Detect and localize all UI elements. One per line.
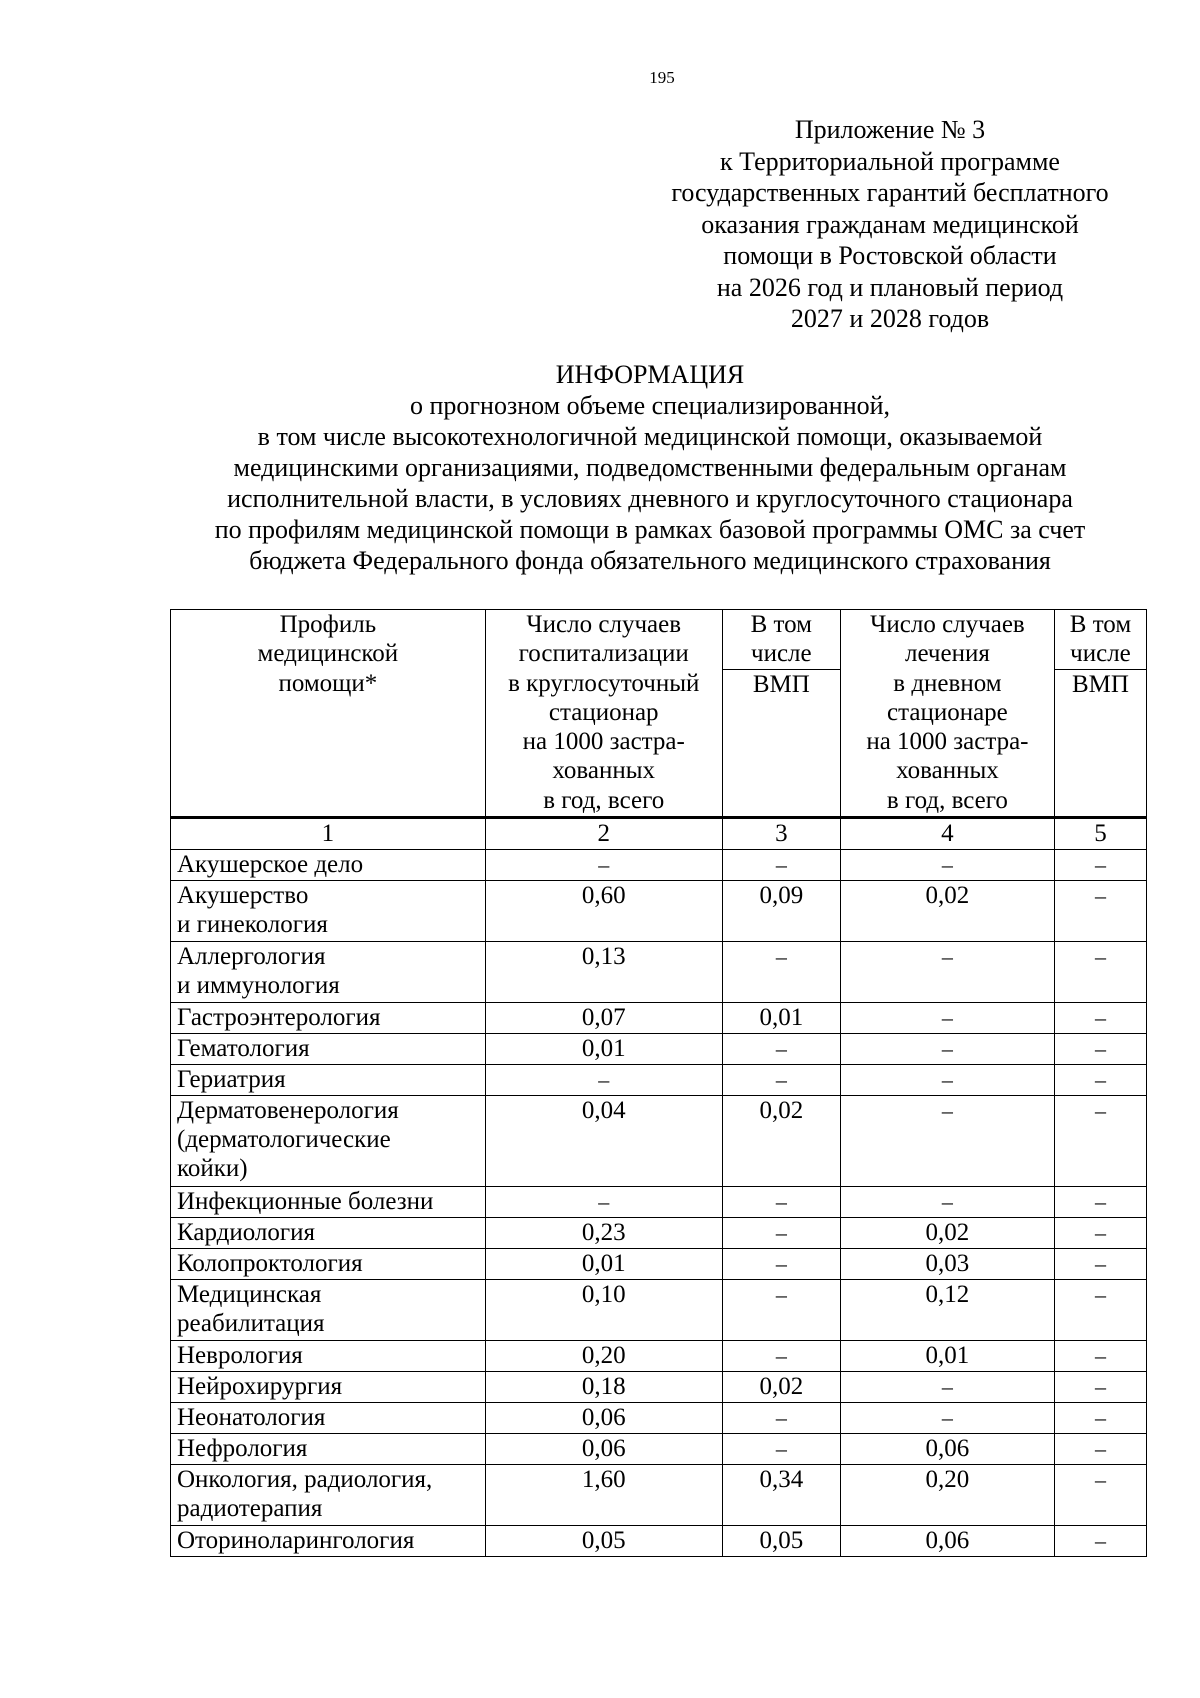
appendix-block	[648, 114, 1132, 335]
hospital-cases-cell: –	[485, 850, 722, 881]
table-row	[171, 1403, 1147, 1434]
profile-cell	[171, 1187, 486, 1218]
profile-line: Неонатология	[177, 1404, 326, 1431]
profile-line: Неврология	[177, 1342, 303, 1369]
profile-line: реабилитация	[177, 1310, 325, 1337]
hospital-cases-cell: 0,20	[485, 1341, 722, 1372]
page-number: 195	[649, 68, 675, 87]
title-line: по профилям медицинской помощи в рамках базовой программы ОМС за счет	[214, 515, 1086, 544]
profile-cell	[171, 1403, 486, 1434]
header-line: Профиль	[279, 611, 377, 638]
profile-cell	[171, 1034, 486, 1065]
header-line: в год, всего	[886, 786, 1008, 814]
day-vmp-cell: –	[1054, 1003, 1146, 1034]
appendix-line: на 2026 год и плановый период	[716, 272, 1064, 302]
profile-line: Нейрохирургия	[177, 1373, 343, 1400]
day-cases-cell: –	[840, 942, 1054, 1003]
header-day-cases	[840, 610, 1054, 818]
document-title	[150, 359, 1150, 576]
table-row	[171, 1096, 1147, 1187]
day-cases-cell: 0,06	[840, 1434, 1054, 1465]
hospital-vmp-cell: –	[722, 1034, 840, 1065]
hospital-cases-cell: –	[485, 1065, 722, 1096]
column-number: 2	[485, 818, 722, 850]
profile-cell	[171, 881, 486, 942]
hospital-vmp-cell: –	[722, 1187, 840, 1218]
profile-cell	[171, 1372, 486, 1403]
column-number: 4	[840, 818, 1054, 850]
profile-cell	[171, 1465, 486, 1526]
table-body	[171, 850, 1147, 1557]
header-line: помощи*	[278, 669, 378, 697]
hospital-cases-cell: 0,06	[485, 1434, 722, 1465]
header-line: Число случаев	[526, 611, 682, 638]
header-hospital-vmp-top	[723, 610, 840, 670]
table-row	[171, 1218, 1147, 1249]
title-line: бюджета Федерального фонда обязательного медицинского страхования	[249, 546, 1051, 575]
table-row	[171, 1187, 1147, 1218]
profile-cell	[171, 942, 486, 1003]
hospital-vmp-cell: –	[722, 1403, 840, 1434]
hospital-vmp-cell: –	[722, 1341, 840, 1372]
title-line: медицинскими организациями, подведомственными федеральным органам	[233, 453, 1067, 482]
day-vmp-cell: –	[1054, 1372, 1146, 1403]
column-number: 3	[722, 818, 840, 850]
day-vmp-cell: –	[1054, 850, 1146, 881]
title-line: о прогнозном объеме специализированной,	[409, 391, 891, 420]
day-vmp-cell: –	[1054, 1465, 1146, 1526]
table-row	[171, 1065, 1147, 1096]
header-hospital-cases	[485, 610, 722, 818]
table-row	[171, 1034, 1147, 1065]
hospital-cases-cell: 0,01	[485, 1034, 722, 1065]
day-vmp-cell: –	[1054, 1280, 1146, 1341]
hospital-vmp-cell: 0,34	[722, 1465, 840, 1526]
table-row	[171, 850, 1147, 881]
table-row	[171, 942, 1147, 1003]
profile-cell	[171, 1249, 486, 1280]
profile-line: Гастроэнтерология	[177, 1004, 381, 1031]
day-vmp-cell: –	[1054, 1218, 1146, 1249]
profile-line: радиотерапия	[177, 1495, 323, 1522]
title-line: ИНФОРМАЦИЯ	[555, 360, 745, 389]
header-day-vmp-bottom: ВМП	[1071, 670, 1129, 698]
header-line: в дневном	[893, 669, 1002, 697]
day-cases-cell: 0,02	[840, 1218, 1054, 1249]
column-number-row	[171, 818, 1147, 850]
appendix-line: 2027 и 2028 годов	[790, 304, 990, 333]
profile-line: Аллергология	[177, 943, 326, 970]
day-vmp-cell: –	[1054, 1341, 1146, 1372]
profile-line: Колопроктология	[177, 1250, 363, 1277]
column-number: 1	[171, 818, 486, 850]
profile-cell	[171, 1280, 486, 1341]
day-vmp-cell: –	[1054, 1034, 1146, 1065]
appendix-line: оказания гражданам медицинской	[701, 209, 1079, 239]
header-day-vmp-top	[1055, 610, 1146, 670]
profile-cell	[171, 1096, 486, 1187]
header-line: в год, всего	[543, 786, 665, 814]
profile-line: Онкология, радиология,	[177, 1466, 433, 1493]
header-hospital-vmp-bottom: ВМП	[752, 670, 810, 698]
table-header-row	[171, 610, 1147, 818]
hospital-vmp-cell: –	[722, 942, 840, 1003]
profile-line: Акушерство	[177, 882, 309, 909]
day-cases-cell: –	[840, 850, 1054, 881]
appendix-line: государственных гарантий бесплатного	[671, 178, 1109, 207]
table-row	[171, 1526, 1147, 1557]
day-cases-cell: –	[840, 1003, 1054, 1034]
hospital-cases-cell: 0,05	[485, 1526, 722, 1557]
header-line: В том	[1069, 611, 1132, 638]
profile-line: Оториноларингология	[177, 1527, 415, 1554]
hospital-cases-cell: 0,13	[485, 942, 722, 1003]
profile-cell	[171, 1526, 486, 1557]
profile-line: и иммунология	[177, 972, 340, 999]
hospital-cases-cell: 0,01	[485, 1249, 722, 1280]
day-cases-cell: –	[840, 1034, 1054, 1065]
table-row	[171, 1465, 1147, 1526]
day-vmp-cell: –	[1054, 1187, 1146, 1218]
header-profile	[171, 610, 486, 818]
profiles-table	[170, 609, 1147, 1557]
header-line: хованных	[896, 757, 999, 785]
title-line: в том числе высокотехнологичной медицинской помощи, оказываемой	[257, 422, 1043, 451]
hospital-vmp-cell: 0,02	[722, 1372, 840, 1403]
profile-cell	[171, 1434, 486, 1465]
hospital-cases-cell: 0,04	[485, 1096, 722, 1187]
header-line: медицинской	[257, 640, 399, 668]
profile-line: койки)	[177, 1155, 248, 1182]
hospital-cases-cell: 0,07	[485, 1003, 722, 1034]
header-line: госпитализации	[518, 640, 689, 668]
profile-line: Гериатрия	[177, 1066, 286, 1093]
day-vmp-cell: –	[1054, 1403, 1146, 1434]
header-hospital-vmp	[722, 610, 840, 818]
day-cases-cell: 0,03	[840, 1249, 1054, 1280]
hospital-cases-cell: 0,60	[485, 881, 722, 942]
day-cases-cell: 0,06	[840, 1526, 1054, 1557]
profile-line: Дерматовенерология	[177, 1097, 399, 1124]
day-cases-cell: –	[840, 1187, 1054, 1218]
profile-cell	[171, 1003, 486, 1034]
day-vmp-cell: –	[1054, 1065, 1146, 1096]
day-vmp-cell: –	[1054, 1434, 1146, 1465]
table-row	[171, 1003, 1147, 1034]
hospital-vmp-cell: –	[722, 1249, 840, 1280]
hospital-vmp-cell: –	[722, 1218, 840, 1249]
profile-line: Инфекционные болезни	[177, 1188, 434, 1215]
day-cases-cell: 0,01	[840, 1341, 1054, 1372]
profile-line: и гинекология	[177, 911, 328, 938]
table-row	[171, 1434, 1147, 1465]
hospital-cases-cell: 1,60	[485, 1465, 722, 1526]
profile-line: Медицинская	[177, 1281, 322, 1308]
day-cases-cell: 0,20	[840, 1465, 1054, 1526]
profile-line: Гематология	[177, 1035, 310, 1062]
day-cases-cell: –	[840, 1372, 1054, 1403]
header-line: числе	[1070, 640, 1131, 668]
header-line: В том	[750, 611, 812, 638]
appendix-line: Приложение № 3	[794, 115, 986, 144]
day-cases-cell: –	[840, 1096, 1054, 1187]
day-cases-cell: 0,02	[840, 881, 1054, 942]
hospital-vmp-cell: –	[722, 1434, 840, 1465]
profile-cell	[171, 1065, 486, 1096]
hospital-vmp-cell: 0,01	[722, 1003, 840, 1034]
title-line: исполнительной власти, в условиях дневного и круглосуточного стационара	[227, 484, 1073, 513]
hospital-cases-cell: 0,10	[485, 1280, 722, 1341]
header-line: стационар	[548, 698, 659, 726]
profile-cell	[171, 1341, 486, 1372]
hospital-cases-cell: –	[485, 1187, 722, 1218]
table-row	[171, 1372, 1147, 1403]
day-vmp-cell: –	[1054, 1096, 1146, 1187]
table-row	[171, 881, 1147, 942]
profile-cell	[171, 1218, 486, 1249]
profile-cell	[171, 850, 486, 881]
header-day-vmp	[1054, 610, 1146, 818]
day-vmp-cell: –	[1054, 1249, 1146, 1280]
hospital-vmp-cell: –	[722, 850, 840, 881]
table-row	[171, 1280, 1147, 1341]
hospital-cases-cell: 0,06	[485, 1403, 722, 1434]
hospital-vmp-cell: –	[722, 1065, 840, 1096]
header-line: стационаре	[887, 698, 1008, 726]
header-line: хованных	[552, 757, 656, 785]
day-cases-cell: –	[840, 1065, 1054, 1096]
header-line: лечения	[904, 640, 990, 668]
day-vmp-cell: –	[1054, 1526, 1146, 1557]
profile-line: Кардиология	[177, 1219, 315, 1246]
hospital-cases-cell: 0,23	[485, 1218, 722, 1249]
hospital-vmp-cell: 0,09	[722, 881, 840, 942]
header-line: в круглосуточный	[508, 669, 700, 697]
day-cases-cell: 0,12	[840, 1280, 1054, 1341]
hospital-vmp-cell: –	[722, 1280, 840, 1341]
appendix-line: помощи в Ростовской области	[723, 241, 1057, 270]
table-row	[171, 1341, 1147, 1372]
profile-line: (дерматологические	[177, 1126, 391, 1153]
header-line: числе	[751, 640, 812, 668]
hospital-vmp-cell: 0,02	[722, 1096, 840, 1187]
header-line: на 1000 застра-	[866, 728, 1029, 756]
day-vmp-cell: –	[1054, 942, 1146, 1003]
day-cases-cell: –	[840, 1403, 1054, 1434]
header-line: Число случаев	[870, 611, 1025, 638]
profile-line: Акушерское дело	[177, 851, 364, 878]
header-line: на 1000 застра-	[522, 728, 685, 756]
table-row	[171, 1249, 1147, 1280]
hospital-cases-cell: 0,18	[485, 1372, 722, 1403]
column-number: 5	[1054, 818, 1146, 850]
day-vmp-cell: –	[1054, 881, 1146, 942]
hospital-vmp-cell: 0,05	[722, 1526, 840, 1557]
profile-line: Нефрология	[177, 1435, 308, 1462]
appendix-line: к Территориальной программе	[720, 146, 1060, 176]
